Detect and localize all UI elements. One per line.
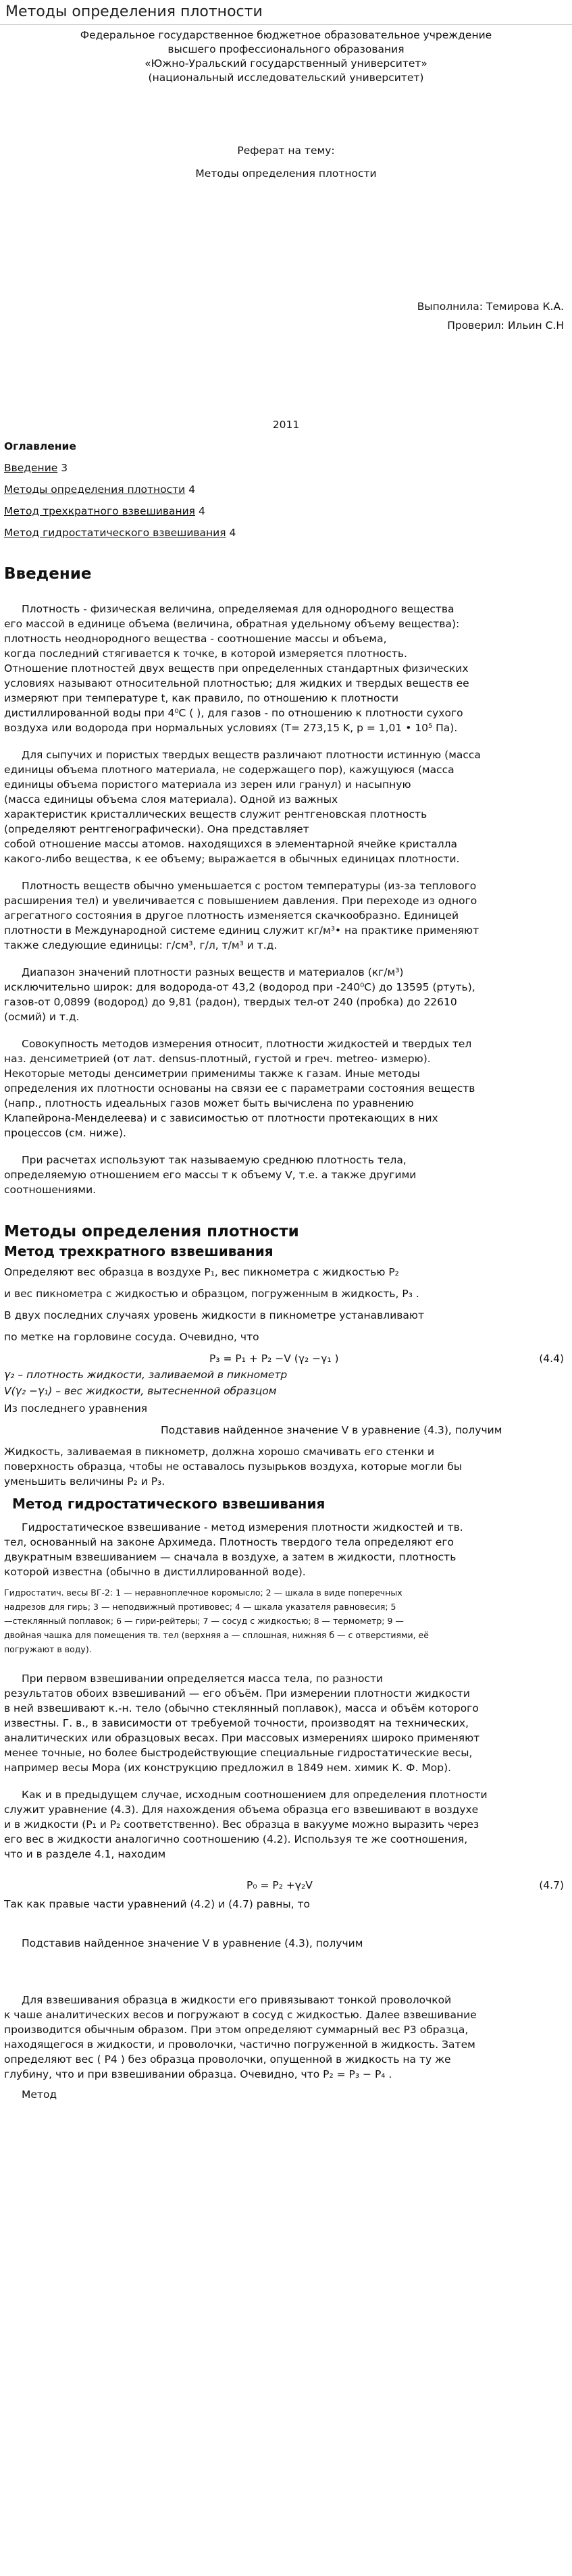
paragraph-line: что и в разделе 4.1, находим [4, 1848, 166, 1860]
paragraph-line: и в жидкости (P₁ и P₂ соответственно). Вес образца в вакууме можно выразить через [4, 1818, 479, 1831]
paragraph-line: условиях называют относительной плотностью; для жидких и твердых веществ ее [4, 677, 469, 689]
paragraph-line: Для сыпучих и пористых твердых веществ различают плотности истинную (масса [22, 749, 481, 761]
paragraph-line: При первом взвешивании определяется масса тела, по разности [22, 1673, 384, 1685]
paragraph-line: глубину, что и при взвешивании образца. Очевидно, что P₂ = P₃ − P₄ . [4, 2068, 392, 2080]
paragraph-line: также следующие единицы: г/см³, г/л, т/м³ и т.д. [4, 939, 278, 951]
paragraph-line: которой известна (обычно в дистиллированной воде). [4, 1566, 306, 1578]
paragraph-line: (определяют рентгенографически). Она представляет [4, 823, 309, 835]
paragraph-line: единицы объема пористого материала из зерен или гранул) и насыпную [4, 779, 411, 791]
paragraph-line: результатов обоих взвешиваний — его объём. При измерении плотности жидкости [4, 1687, 470, 1700]
paragraph-line: аналитических или образцовых весах. При массовых измерениях широко применяют [4, 1732, 480, 1744]
paragraph-line: Для взвешивания образца в жидкости его привязывают тонкой проволочкой [22, 1994, 452, 2006]
equation-body: P₃ = P₁ + P₂ −V (γ₂ −γ₁ ) [209, 1352, 339, 1365]
paragraph-line: в ней взвешивают к.-н. тело (обычно стеклянный поплавок), масса и объём которого [4, 1702, 479, 1714]
paragraph-line: воздуха или водорода при нормальных условиях (T= 273,15 K, p = 1,01 • 10⁵ Па). [4, 722, 458, 734]
paragraph-line: Как и в предыдущем случае, исходным соотношением для определения плотности [22, 1789, 488, 1801]
toc-item-hydrostatic-weighing[interactable]: Метод гидростатического взвешивания 4 [4, 527, 236, 539]
paragraph-line: плотности в Международной системе единиц служит кг/м³• на практике применяют [4, 924, 479, 937]
paragraph-line: определяемую отношением его массы т к объему V, т.е. а также другими [4, 1169, 417, 1181]
paragraph-line: соотношениями. [4, 1184, 97, 1196]
triple-weighing-heading: Метод трехкратного взвешивания [4, 1243, 274, 1259]
figure-caption-line: погружают в воду). [4, 1644, 92, 1654]
paragraph-line: газов-от 0,0899 (водород) до 9,81 (радон), твердых тел-от 240 (пробка) до 22610 [4, 996, 457, 1008]
paragraph-line: производится обычным образом. При этом определяют суммарный вес P3 образца, [4, 2024, 469, 2036]
report-year: 2011 [272, 419, 300, 431]
paragraph-line: когда последний стягивается к точке, в которой измеряется плотность. [4, 648, 407, 660]
paragraph-line: например весы Мора (их конструкцию предложил в 1849 нем. химик К. Ф. Мор). [4, 1762, 452, 1774]
cover-institution-line: высшего профессионального образования [167, 43, 405, 55]
paragraph-line: Совокупность методов измерения относит, плотности жидкостей и твердых тел [22, 1038, 472, 1050]
paragraph-line: к чаше аналитических весов и погружают в сосуд с жидкостью. Далее взвешивание [4, 2009, 477, 2021]
paragraph-line: находящегося в жидкости, и проволочки, частично погруженной в жидкость. Затем [4, 2039, 475, 2051]
paragraph-line: расширения тел) и увеличивается с повышением давления. При переходе из одного [4, 895, 477, 907]
paragraph-line: наз. денсиметрией (от лат. densus-плотный, густой и греч. metreo- измерю). [4, 1053, 431, 1065]
paragraph-line: Плотность веществ обычно уменьшается с ростом температуры (из-за теплового [22, 880, 477, 892]
cover-institution-line: «Южно-Уральский государственный университет» [145, 57, 427, 70]
paragraph-line: Определяют вес образца в воздухе P₁, вес пикнометра с жидкостью P₂ [4, 1266, 399, 1278]
paragraph-line: агрегатного состояния в другое плотность изменяется скачкообразно. Единицей [4, 910, 459, 922]
paragraph-line: измеряют при температуре t, как правило, по отношению к плотности [4, 692, 399, 704]
intro-heading: Введение [4, 565, 92, 583]
cover-institution-line: (национальный исследовательский университет) [148, 72, 424, 84]
paragraph-line: тел, основанный на законе Архимеда. Плотность твердого тела определяют его [4, 1536, 454, 1548]
paragraph-line: (напр., плотность идеальных газов может быть вычислена по уравнению [4, 1097, 414, 1109]
paragraph-line: его вес в жидкости аналогично соотношению (4.2). Используя те же соотношения, [4, 1833, 468, 1845]
paragraph-line: В двух последних случаях уровень жидкости в пикнометре устанавливают [4, 1309, 424, 1321]
paragraph-line: Клапейрона-Менделеева) и с зависимостью от плотности протекающих в них [4, 1112, 438, 1124]
paragraph-line: (масса единицы объема слоя материала). Одной из важных [4, 793, 338, 806]
paragraph-line: Подставив найденное значение V в уравнение (4.3), получим [161, 1424, 502, 1436]
toc-heading: Оглавление [4, 440, 76, 452]
paragraph-line: менее точные, но более быстродействующие специальные гидростатические весы, [4, 1747, 473, 1759]
paragraph-line: его массой в единице объема (величина, обратная удельному объему вещества): [4, 618, 460, 630]
equation-number: (4.4) [539, 1352, 564, 1365]
title-divider [0, 24, 572, 25]
figure-caption-line: Гидростатич. весы ВГ-2: 1 — неравноплечное коромысло; 2 — шкала в виде поперечных [4, 1587, 402, 1598]
paragraph-line: единицы объема плотного материала, не содержащего пор), кажущуюся (масса [4, 764, 454, 776]
paragraph-line: Диапазон значений плотности разных веществ и материалов (кг/м³) [22, 966, 404, 978]
equation-body: P₀ = P₂ +γ₂V [246, 1879, 313, 1891]
paragraph-line: Подставив найденное значение V в уравнение (4.3), получим [22, 1937, 363, 1949]
figure-caption-line: надрезов для гирь; 3 — неподвижный противовес; 4 — шкала указателя равновесия; 5 [4, 1602, 396, 1612]
paragraph-line: Жидкость, заливаемая в пикнометр, должна хорошо смачивать его стенки и [4, 1446, 435, 1458]
paragraph-line: Метод [22, 2088, 57, 2101]
definition-line: V(γ₂ −γ₁) – вес жидкости, вытесненной образцом [4, 1385, 277, 1397]
paragraph-line: Некоторые методы денсиметрии применимы также к газам. Иные методы [4, 1068, 420, 1080]
checker-line: Проверил: Ильин С.Н [447, 319, 564, 332]
author-line: Выполнила: Темирова К.А. [417, 300, 564, 313]
paragraph-line: Отношение плотностей двух веществ при определенных стандартных физических [4, 662, 469, 675]
hydrostatic-weighing-heading: Метод гидростатического взвешивания [12, 1496, 326, 1512]
paragraph-line: (осмий) и т.д. [4, 1011, 80, 1023]
definition-line: γ₂ – плотность жидкости, заливаемой в пикнометр [4, 1369, 288, 1381]
paragraph-line: уменьшить величины P₂ и P₃. [4, 1475, 165, 1488]
paragraph-line: исключительно широк: для водорода-от 43,2 (водород при -240⁰С) до 13595 (ртуть), [4, 981, 475, 993]
document-title: Методы определения плотности [5, 3, 263, 20]
figure-caption-line: двойная чашка для помещения тв. тел (верхняя а — сплошная, нижняя б — с отверстиями, её [4, 1630, 429, 1640]
report-type: Реферат на тему: [237, 144, 335, 157]
report-topic: Методы определения плотности [195, 167, 377, 180]
paragraph-line: известны. Г. в., в зависимости от требуемой точности, производят на технических, [4, 1717, 469, 1729]
paragraph-line: Гидростатическое взвешивание - метод измерения плотности жидкостей и тв. [22, 1521, 463, 1533]
paragraph-line: определения их плотности основаны на связи ее с параметрами состояния веществ [4, 1082, 475, 1095]
paragraph-line: характеристик кристаллических веществ служит рентгеновская плотность [4, 808, 427, 820]
paragraph-line: по метке на горловине сосуда. Очевидно, что [4, 1331, 259, 1343]
equation-number: (4.7) [539, 1879, 564, 1891]
paragraph-line: определяют вес ( P4 ) без образца проволочки, опущенной в жидкость на ту же [4, 2053, 451, 2066]
paragraph-line: собой отношение массы атомов. находящихся в элементарной ячейке кристалла [4, 838, 458, 850]
paragraph-line: какого-либо вещества, к ее объему; выражается в обычных единицах плотности. [4, 853, 460, 865]
paragraph-line: плотность неоднородного вещества - соотношение массы и объема, [4, 633, 387, 645]
cover-institution-line: Федеральное государственное бюджетное образовательное учреждение [80, 29, 492, 41]
paragraph-line: Из последнего уравнения [4, 1402, 148, 1415]
paragraph-line: двукратным взвешиванием — сначала в воздухе, а затем в жидкости, плотность [4, 1551, 457, 1563]
paragraph-line: и вес пикнометра с жидкостью и образцом, погруженным в жидкость, P₃ . [4, 1288, 419, 1300]
toc-item-methods[interactable]: Методы определения плотности 4 [4, 483, 196, 496]
paragraph-line: Так как правые части уравнений (4.2) и (4.7) равны, то [4, 1898, 310, 1910]
paragraph-line: При расчетах используют так называемую среднюю плотность тела, [22, 1154, 407, 1166]
paragraph-line: служит уравнение (4.3). Для нахождения объема образца его взвешивают в воздухе [4, 1804, 479, 1816]
paragraph-line: поверхность образца, чтобы не оставалось пузырьков воздуха, которые могли бы [4, 1461, 463, 1473]
paragraph-line: Плотность - физическая величина, определяемая для однородного вещества [22, 603, 454, 615]
toc-item-intro[interactable]: Введение 3 [4, 462, 68, 474]
figure-caption-line: —стеклянный поплавок; 6 — гири-рейтеры; 7 — сосуд с жидкостью; 8 — термометр; 9 — [4, 1616, 404, 1626]
paragraph-line: дистиллированной воды при 4⁰C ( ), для газов - по отношению к плотности сухого [4, 707, 463, 719]
paragraph-line: процессов (см. ниже). [4, 1127, 126, 1139]
toc-item-triple-weighing[interactable]: Метод трехкратного взвешивания 4 [4, 505, 205, 517]
methods-heading: Методы определения плотности [4, 1223, 299, 1240]
